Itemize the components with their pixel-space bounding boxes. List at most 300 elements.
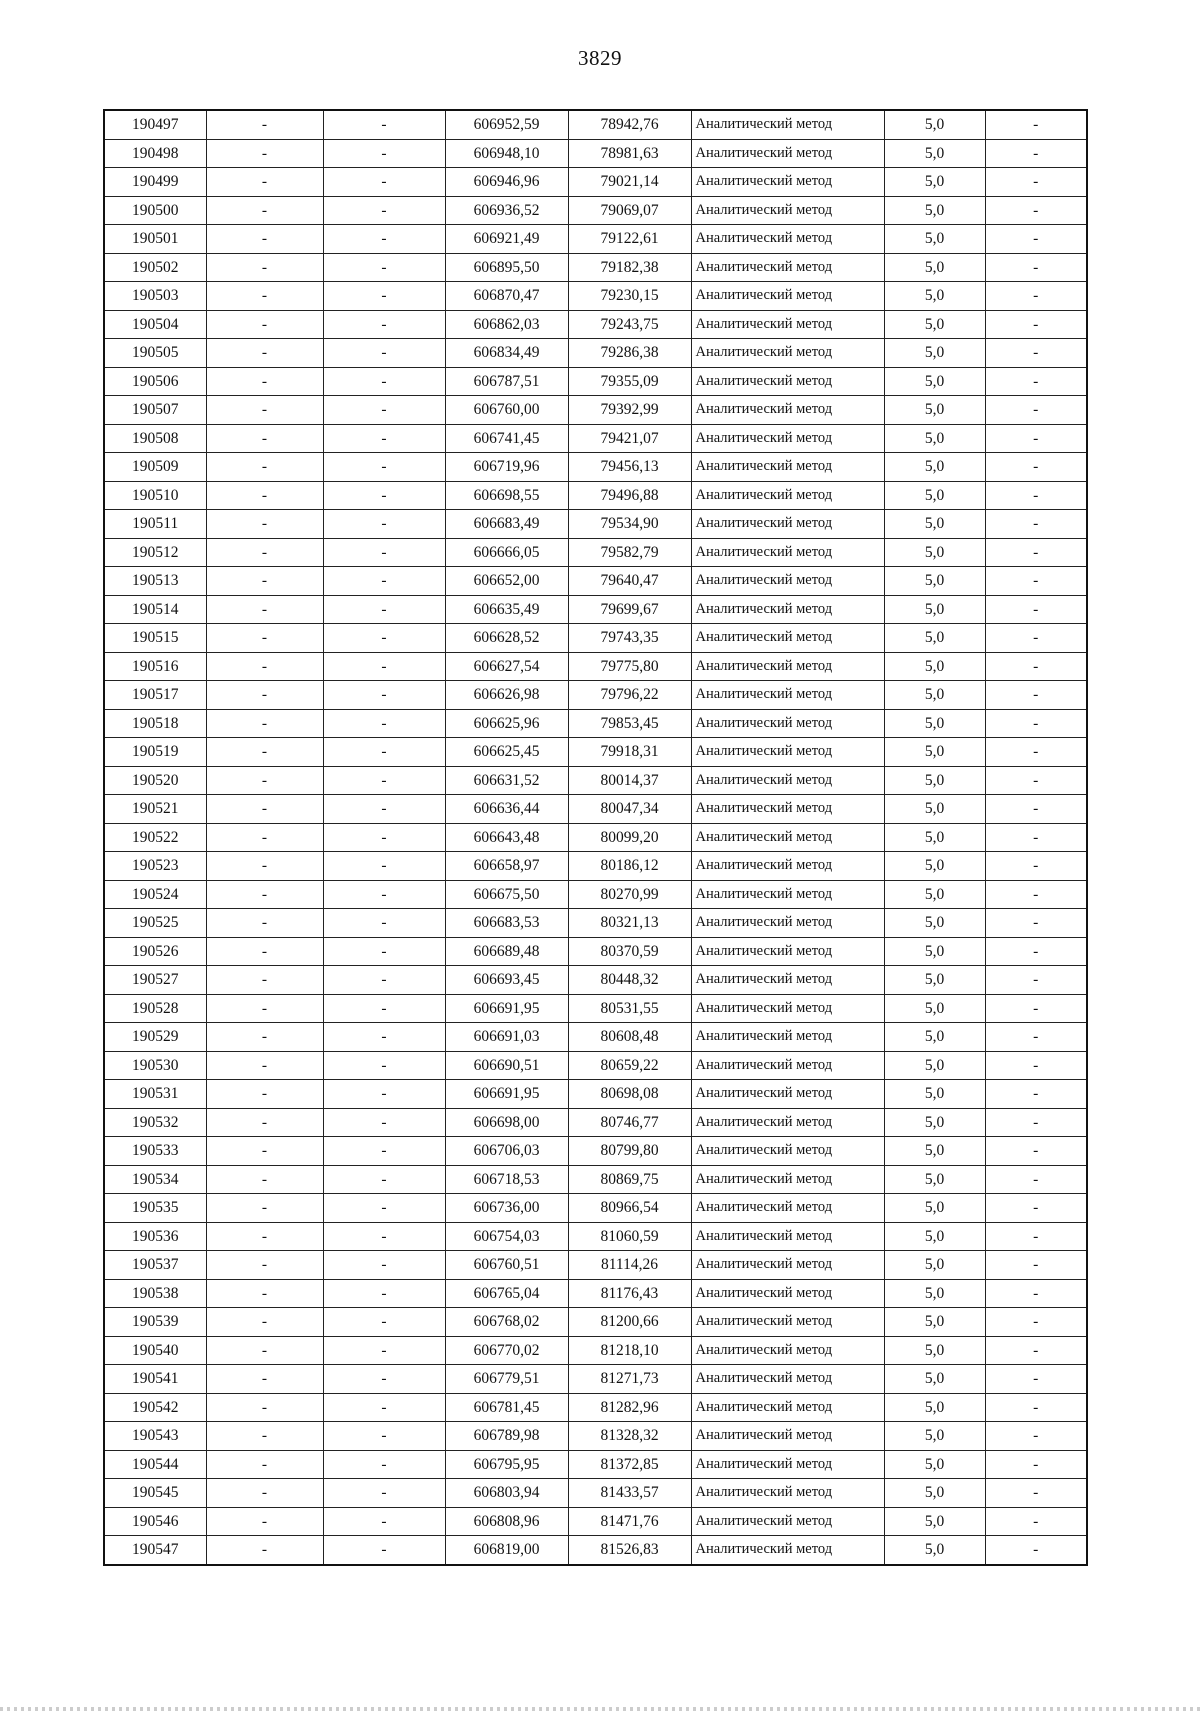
y-coordinate-cell: 81526,83 (568, 1536, 691, 1565)
accuracy-cell: 5,0 (884, 1137, 985, 1166)
x-coordinate-cell: 606683,53 (445, 909, 568, 938)
y-coordinate-cell: 80746,77 (568, 1108, 691, 1137)
dash-cell: - (206, 510, 323, 539)
table-row (104, 1536, 1087, 1565)
table-row (104, 538, 1087, 567)
accuracy-cell: 5,0 (884, 937, 985, 966)
accuracy-cell: 5,0 (884, 852, 985, 881)
dash-cell: - (323, 510, 445, 539)
accuracy-cell: 5,0 (884, 538, 985, 567)
dash-cell: - (323, 538, 445, 567)
method-cell: Аналитический метод (691, 1165, 884, 1194)
dash-cell: - (206, 1536, 323, 1565)
point-id-cell: 190509 (104, 453, 206, 482)
accuracy-cell: 5,0 (884, 709, 985, 738)
method-cell: Аналитический метод (691, 110, 884, 139)
table-row (104, 652, 1087, 681)
accuracy-cell: 5,0 (884, 168, 985, 197)
dash-cell: - (323, 139, 445, 168)
method-cell: Аналитический метод (691, 1507, 884, 1536)
method-cell: Аналитический метод (691, 624, 884, 653)
dash-cell: - (323, 994, 445, 1023)
method-cell: Аналитический метод (691, 852, 884, 881)
table-row (104, 909, 1087, 938)
x-coordinate-cell: 606765,04 (445, 1279, 568, 1308)
dash-cell: - (323, 1422, 445, 1451)
y-coordinate-cell: 78981,63 (568, 139, 691, 168)
y-coordinate-cell: 79421,07 (568, 424, 691, 453)
x-coordinate-cell: 606690,51 (445, 1051, 568, 1080)
x-coordinate-cell: 606652,00 (445, 567, 568, 596)
dash-cell: - (985, 110, 1087, 139)
table-row (104, 1336, 1087, 1365)
point-id-cell: 190544 (104, 1450, 206, 1479)
point-id-cell: 190499 (104, 168, 206, 197)
dash-cell: - (323, 310, 445, 339)
x-coordinate-cell: 606787,51 (445, 367, 568, 396)
x-coordinate-cell: 606895,50 (445, 253, 568, 282)
table-row (104, 1393, 1087, 1422)
dash-cell: - (985, 253, 1087, 282)
dash-cell: - (985, 1279, 1087, 1308)
point-id-cell: 190517 (104, 681, 206, 710)
method-cell: Аналитический метод (691, 196, 884, 225)
dash-cell: - (323, 624, 445, 653)
x-coordinate-cell: 606693,45 (445, 966, 568, 995)
dash-cell: - (985, 595, 1087, 624)
dash-cell: - (323, 168, 445, 197)
accuracy-cell: 5,0 (884, 795, 985, 824)
dash-cell: - (985, 196, 1087, 225)
y-coordinate-cell: 79355,09 (568, 367, 691, 396)
dash-cell: - (985, 1308, 1087, 1337)
dash-cell: - (206, 1308, 323, 1337)
table-row (104, 1051, 1087, 1080)
table-row (104, 453, 1087, 482)
y-coordinate-cell: 81060,59 (568, 1222, 691, 1251)
method-cell: Аналитический метод (691, 1450, 884, 1479)
table-row (104, 1222, 1087, 1251)
x-coordinate-cell: 606819,00 (445, 1536, 568, 1565)
y-coordinate-cell: 81176,43 (568, 1279, 691, 1308)
dash-cell: - (323, 1251, 445, 1280)
dash-cell: - (323, 567, 445, 596)
method-cell: Аналитический метод (691, 424, 884, 453)
accuracy-cell: 5,0 (884, 1365, 985, 1394)
y-coordinate-cell: 79243,75 (568, 310, 691, 339)
accuracy-cell: 5,0 (884, 481, 985, 510)
method-cell: Аналитический метод (691, 1051, 884, 1080)
point-id-cell: 190547 (104, 1536, 206, 1565)
y-coordinate-cell: 79286,38 (568, 339, 691, 368)
table-row (104, 1023, 1087, 1052)
dash-cell: - (323, 253, 445, 282)
y-coordinate-cell: 79853,45 (568, 709, 691, 738)
point-id-cell: 190540 (104, 1336, 206, 1365)
accuracy-cell: 5,0 (884, 110, 985, 139)
point-id-cell: 190521 (104, 795, 206, 824)
method-cell: Аналитический метод (691, 937, 884, 966)
dash-cell: - (985, 937, 1087, 966)
dash-cell: - (206, 1336, 323, 1365)
point-id-cell: 190515 (104, 624, 206, 653)
accuracy-cell: 5,0 (884, 453, 985, 482)
dash-cell: - (323, 595, 445, 624)
y-coordinate-cell: 81282,96 (568, 1393, 691, 1422)
dash-cell: - (323, 652, 445, 681)
dash-cell: - (206, 1450, 323, 1479)
accuracy-cell: 5,0 (884, 282, 985, 311)
point-id-cell: 190520 (104, 766, 206, 795)
point-id-cell: 190524 (104, 880, 206, 909)
table-row (104, 738, 1087, 767)
dash-cell: - (206, 424, 323, 453)
table-row (104, 852, 1087, 881)
x-coordinate-cell: 606635,49 (445, 595, 568, 624)
dash-cell: - (985, 139, 1087, 168)
table-row (104, 310, 1087, 339)
dash-cell: - (206, 880, 323, 909)
dash-cell: - (323, 795, 445, 824)
y-coordinate-cell: 80608,48 (568, 1023, 691, 1052)
point-id-cell: 190514 (104, 595, 206, 624)
dash-cell: - (206, 367, 323, 396)
method-cell: Аналитический метод (691, 823, 884, 852)
dash-cell: - (206, 595, 323, 624)
table-row (104, 624, 1087, 653)
dash-cell: - (985, 738, 1087, 767)
y-coordinate-cell: 79182,38 (568, 253, 691, 282)
dash-cell: - (206, 253, 323, 282)
accuracy-cell: 5,0 (884, 1108, 985, 1137)
dash-cell: - (323, 339, 445, 368)
method-cell: Аналитический метод (691, 1536, 884, 1565)
x-coordinate-cell: 606779,51 (445, 1365, 568, 1394)
dash-cell: - (985, 709, 1087, 738)
dash-cell: - (985, 1137, 1087, 1166)
method-cell: Аналитический метод (691, 339, 884, 368)
method-cell: Аналитический метод (691, 1108, 884, 1137)
table-row (104, 823, 1087, 852)
x-coordinate-cell: 606627,54 (445, 652, 568, 681)
table-row (104, 1479, 1087, 1508)
y-coordinate-cell: 79230,15 (568, 282, 691, 311)
x-coordinate-cell: 606770,02 (445, 1336, 568, 1365)
method-cell: Аналитический метод (691, 795, 884, 824)
y-coordinate-cell: 79796,22 (568, 681, 691, 710)
dash-cell: - (323, 282, 445, 311)
dash-cell: - (206, 1222, 323, 1251)
x-coordinate-cell: 606689,48 (445, 937, 568, 966)
table-row (104, 1080, 1087, 1109)
dash-cell: - (323, 1279, 445, 1308)
accuracy-cell: 5,0 (884, 652, 985, 681)
dash-cell: - (323, 937, 445, 966)
table-row (104, 1165, 1087, 1194)
dash-cell: - (323, 424, 445, 453)
dash-cell: - (985, 766, 1087, 795)
method-cell: Аналитический метод (691, 1279, 884, 1308)
dash-cell: - (985, 852, 1087, 881)
y-coordinate-cell: 80698,08 (568, 1080, 691, 1109)
dash-cell: - (206, 1137, 323, 1166)
dash-cell: - (323, 453, 445, 482)
point-id-cell: 190503 (104, 282, 206, 311)
dash-cell: - (323, 367, 445, 396)
method-cell: Аналитический метод (691, 168, 884, 197)
dash-cell: - (985, 652, 1087, 681)
y-coordinate-cell: 80370,59 (568, 937, 691, 966)
method-cell: Аналитический метод (691, 1137, 884, 1166)
table-row (104, 110, 1087, 139)
accuracy-cell: 5,0 (884, 624, 985, 653)
dash-cell: - (323, 1393, 445, 1422)
accuracy-cell: 5,0 (884, 339, 985, 368)
accuracy-cell: 5,0 (884, 1393, 985, 1422)
method-cell: Аналитический метод (691, 1251, 884, 1280)
x-coordinate-cell: 606718,53 (445, 1165, 568, 1194)
dash-cell: - (206, 1023, 323, 1052)
dash-cell: - (985, 339, 1087, 368)
dash-cell: - (323, 738, 445, 767)
method-cell: Аналитический метод (691, 738, 884, 767)
x-coordinate-cell: 606631,52 (445, 766, 568, 795)
point-id-cell: 190546 (104, 1507, 206, 1536)
dash-cell: - (985, 367, 1087, 396)
table-row (104, 1422, 1087, 1451)
dash-cell: - (206, 1251, 323, 1280)
accuracy-cell: 5,0 (884, 310, 985, 339)
table-row (104, 880, 1087, 909)
dash-cell: - (206, 110, 323, 139)
dash-cell: - (985, 1365, 1087, 1394)
table-row (104, 1137, 1087, 1166)
accuracy-cell: 5,0 (884, 994, 985, 1023)
accuracy-cell: 5,0 (884, 766, 985, 795)
table-row (104, 481, 1087, 510)
x-coordinate-cell: 606675,50 (445, 880, 568, 909)
point-id-cell: 190541 (104, 1365, 206, 1394)
dash-cell: - (206, 1479, 323, 1508)
dash-cell: - (206, 139, 323, 168)
method-cell: Аналитический метод (691, 1080, 884, 1109)
x-coordinate-cell: 606698,55 (445, 481, 568, 510)
dash-cell: - (985, 1536, 1087, 1565)
dash-cell: - (323, 1051, 445, 1080)
dash-cell: - (323, 1336, 445, 1365)
point-id-cell: 190519 (104, 738, 206, 767)
y-coordinate-cell: 79699,67 (568, 595, 691, 624)
y-coordinate-cell: 80047,34 (568, 795, 691, 824)
x-coordinate-cell: 606741,45 (445, 424, 568, 453)
method-cell: Аналитический метод (691, 652, 884, 681)
accuracy-cell: 5,0 (884, 1251, 985, 1280)
method-cell: Аналитический метод (691, 1422, 884, 1451)
dash-cell: - (206, 852, 323, 881)
table-row (104, 709, 1087, 738)
dash-cell: - (985, 1165, 1087, 1194)
dash-cell: - (985, 1336, 1087, 1365)
accuracy-cell: 5,0 (884, 1051, 985, 1080)
point-id-cell: 190528 (104, 994, 206, 1023)
method-cell: Аналитический метод (691, 1365, 884, 1394)
point-id-cell: 190501 (104, 225, 206, 254)
accuracy-cell: 5,0 (884, 1279, 985, 1308)
dash-cell: - (206, 225, 323, 254)
x-coordinate-cell: 606870,47 (445, 282, 568, 311)
dash-cell: - (206, 396, 323, 425)
dash-cell: - (206, 1080, 323, 1109)
method-cell: Аналитический метод (691, 909, 884, 938)
dash-cell: - (985, 1108, 1087, 1137)
y-coordinate-cell: 81433,57 (568, 1479, 691, 1508)
table-row (104, 681, 1087, 710)
dash-cell: - (206, 481, 323, 510)
accuracy-cell: 5,0 (884, 1422, 985, 1451)
x-coordinate-cell: 606643,48 (445, 823, 568, 852)
x-coordinate-cell: 606946,96 (445, 168, 568, 197)
method-cell: Аналитический метод (691, 453, 884, 482)
dash-cell: - (985, 453, 1087, 482)
dash-cell: - (323, 1023, 445, 1052)
x-coordinate-cell: 606636,44 (445, 795, 568, 824)
table-row (104, 139, 1087, 168)
accuracy-cell: 5,0 (884, 567, 985, 596)
table-row (104, 966, 1087, 995)
y-coordinate-cell: 80869,75 (568, 1165, 691, 1194)
y-coordinate-cell: 79496,88 (568, 481, 691, 510)
dash-cell: - (985, 1422, 1087, 1451)
x-coordinate-cell: 606736,00 (445, 1194, 568, 1223)
x-coordinate-cell: 606628,52 (445, 624, 568, 653)
point-id-cell: 190535 (104, 1194, 206, 1223)
dash-cell: - (323, 823, 445, 852)
table-row (104, 567, 1087, 596)
accuracy-cell: 5,0 (884, 367, 985, 396)
dash-cell: - (206, 1194, 323, 1223)
coordinates-table (103, 109, 1088, 1566)
table-row (104, 595, 1087, 624)
accuracy-cell: 5,0 (884, 1479, 985, 1508)
method-cell: Аналитический метод (691, 567, 884, 596)
point-id-cell: 190516 (104, 652, 206, 681)
method-cell: Аналитический метод (691, 595, 884, 624)
method-cell: Аналитический метод (691, 139, 884, 168)
dash-cell: - (323, 1165, 445, 1194)
point-id-cell: 190507 (104, 396, 206, 425)
table-row (104, 1251, 1087, 1280)
point-id-cell: 190532 (104, 1108, 206, 1137)
dash-cell: - (323, 709, 445, 738)
x-coordinate-cell: 606795,95 (445, 1450, 568, 1479)
method-cell: Аналитический метод (691, 1393, 884, 1422)
point-id-cell: 190511 (104, 510, 206, 539)
dash-cell: - (323, 1536, 445, 1565)
dash-cell: - (206, 1108, 323, 1137)
y-coordinate-cell: 79021,14 (568, 168, 691, 197)
point-id-cell: 190539 (104, 1308, 206, 1337)
point-id-cell: 190542 (104, 1393, 206, 1422)
dash-cell: - (206, 1507, 323, 1536)
table-row (104, 510, 1087, 539)
accuracy-cell: 5,0 (884, 909, 985, 938)
dash-cell: - (323, 1222, 445, 1251)
dash-cell: - (206, 282, 323, 311)
dash-cell: - (323, 1308, 445, 1337)
y-coordinate-cell: 80186,12 (568, 852, 691, 881)
y-coordinate-cell: 81200,66 (568, 1308, 691, 1337)
table-row (104, 766, 1087, 795)
x-coordinate-cell: 606691,03 (445, 1023, 568, 1052)
table-row (104, 225, 1087, 254)
dash-cell: - (323, 110, 445, 139)
table-row (104, 937, 1087, 966)
accuracy-cell: 5,0 (884, 139, 985, 168)
accuracy-cell: 5,0 (884, 681, 985, 710)
y-coordinate-cell: 80531,55 (568, 994, 691, 1023)
table-row (104, 1279, 1087, 1308)
y-coordinate-cell: 80014,37 (568, 766, 691, 795)
x-coordinate-cell: 606760,00 (445, 396, 568, 425)
table-row (104, 282, 1087, 311)
method-cell: Аналитический метод (691, 282, 884, 311)
method-cell: Аналитический метод (691, 396, 884, 425)
dash-cell: - (206, 339, 323, 368)
dash-cell: - (323, 1080, 445, 1109)
y-coordinate-cell: 81328,32 (568, 1422, 691, 1451)
dash-cell: - (985, 567, 1087, 596)
dash-cell: - (206, 966, 323, 995)
dash-cell: - (985, 168, 1087, 197)
dash-cell: - (206, 652, 323, 681)
method-cell: Аналитический метод (691, 1479, 884, 1508)
y-coordinate-cell: 81372,85 (568, 1450, 691, 1479)
method-cell: Аналитический метод (691, 1023, 884, 1052)
table-row (104, 1450, 1087, 1479)
x-coordinate-cell: 606666,05 (445, 538, 568, 567)
dash-cell: - (206, 453, 323, 482)
dash-cell: - (323, 1365, 445, 1394)
dash-cell: - (985, 1479, 1087, 1508)
table-row (104, 1365, 1087, 1394)
point-id-cell: 190533 (104, 1137, 206, 1166)
dash-cell: - (206, 937, 323, 966)
accuracy-cell: 5,0 (884, 1308, 985, 1337)
y-coordinate-cell: 79743,35 (568, 624, 691, 653)
y-coordinate-cell: 78942,76 (568, 110, 691, 139)
dash-cell: - (323, 1450, 445, 1479)
method-cell: Аналитический метод (691, 966, 884, 995)
table-row (104, 994, 1087, 1023)
dash-cell: - (206, 196, 323, 225)
point-id-cell: 190518 (104, 709, 206, 738)
dash-cell: - (985, 880, 1087, 909)
point-id-cell: 190498 (104, 139, 206, 168)
accuracy-cell: 5,0 (884, 1165, 985, 1194)
x-coordinate-cell: 606706,03 (445, 1137, 568, 1166)
dash-cell: - (985, 424, 1087, 453)
dash-cell: - (206, 795, 323, 824)
y-coordinate-cell: 79775,80 (568, 652, 691, 681)
accuracy-cell: 5,0 (884, 510, 985, 539)
dash-cell: - (206, 1165, 323, 1194)
point-id-cell: 190545 (104, 1479, 206, 1508)
accuracy-cell: 5,0 (884, 396, 985, 425)
accuracy-cell: 5,0 (884, 424, 985, 453)
x-coordinate-cell: 606626,98 (445, 681, 568, 710)
dash-cell: - (985, 994, 1087, 1023)
table-row (104, 1507, 1087, 1536)
